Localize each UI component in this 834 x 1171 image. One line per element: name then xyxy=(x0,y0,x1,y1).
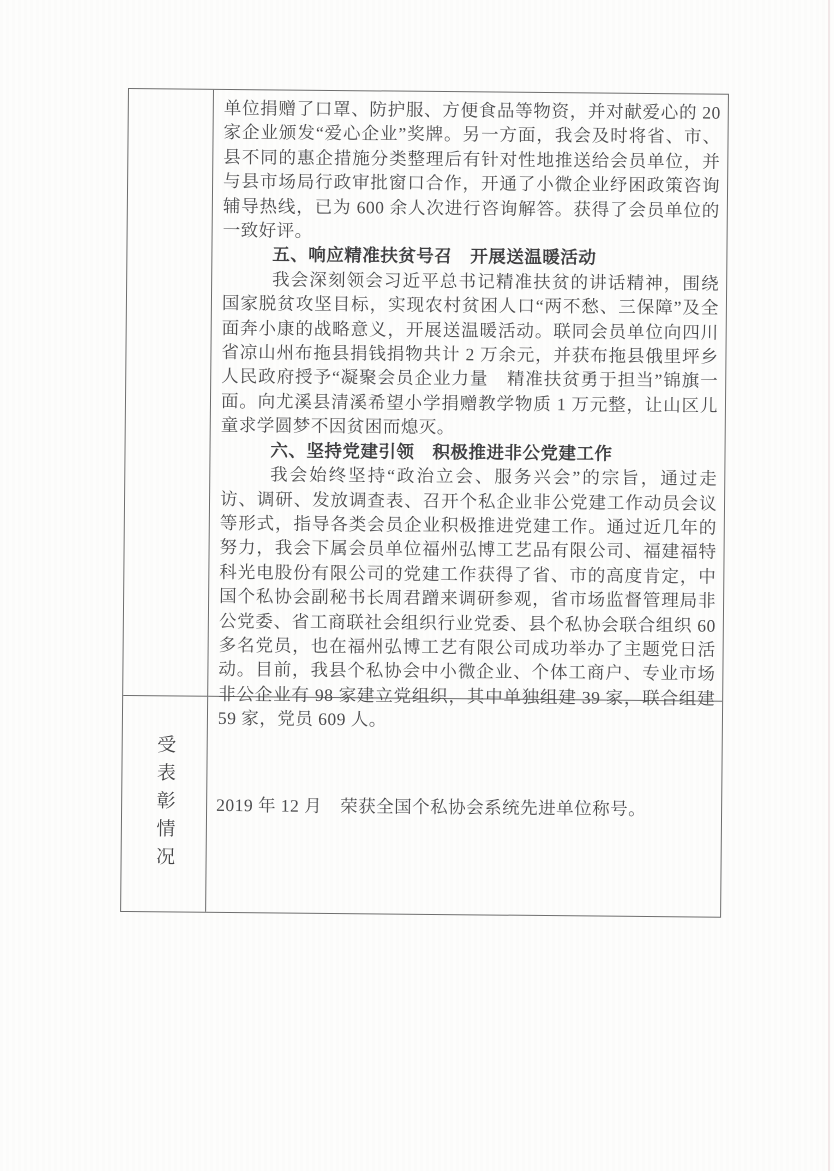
table-cell-report-body xyxy=(208,90,728,730)
scan-edge-artifact xyxy=(828,0,830,1171)
table-cell-empty-label xyxy=(123,89,214,697)
section-5-paragraph: 我会深刻领会习近平总书记精准扶贫的讲话精神，围绕国家脱贫攻坚目标，实现农村贫困人口“两不愁、三保障”及全面奔小康的战略意义，开展送温暖活动。联同会员单位向四川省凉山州布拖县捐钱捐物共计 2 万余元，并获布拖县俄里坪乡人民政府授予“凝聚会员企业力量 精准扶贫勇于担当”锦旗一面。向尤溪县清溪希望小学捐赠教学物质 1 万元整，让山区儿童求学圆梦不因贫困而熄灭。 xyxy=(220,269,720,438)
report-paragraph-continuation: 单位捐赠了口罩、防护服、方便食品等物资，并对献爱心的 20 家企业颁发“爱心企业”奖牌。另一方面，我会及时将省、市、县不同的惠企措施分类整理后有针对性地推送给会员单位，并与县市场局行政审批窗口合作，开通了小微企业纾困政策咨询辅导热线，已为 600 余人次进行咨询解答。获得了会员单位的一致好评。 xyxy=(222,97,721,241)
commendation-label: 受表彰情况 xyxy=(152,733,176,874)
table-cell-commendation-content xyxy=(206,697,722,917)
section-6-heading: 六、坚持党建引领 积极推进非公党建工作 xyxy=(270,440,613,464)
commendation-entry: 2019 年 12 月 荣获全国个私协会系统先进单位称号。 xyxy=(216,794,647,820)
section-5-heading: 五、响应精准扶贫号召 开展送温暖活动 xyxy=(272,244,597,268)
table-cell-commendation-label xyxy=(121,696,208,912)
section-6-paragraph: 我会始终坚持“政治立会、服务兴会”的宗旨，通过走访、调研、发放调查表、召开个私企业非公党建工作动员会议等形式，指导各类会员企业积极推进党建工作。通过近几年的努力，我会下属会员单位福州弘博工艺品有限公司、福建福特科光电股份有限公司的党建工作获得了省、市的高度肯定，中国个私协会副秘书长周君蹭来调研参观，省市场监督管理局非公党委、省工商联社会组织行业党委、县个私协会联合组织 60 多名党员，也在福州弘博工艺有限公司成功举办了主题党日活动。目前，我县个私协会中小微企业、个体工商户、专业市场非公企业有 98 家建立党组织，其中单独组建 39 家，联合组建 59 家，党员 609 人。 xyxy=(217,464,718,730)
report-table xyxy=(120,88,729,918)
